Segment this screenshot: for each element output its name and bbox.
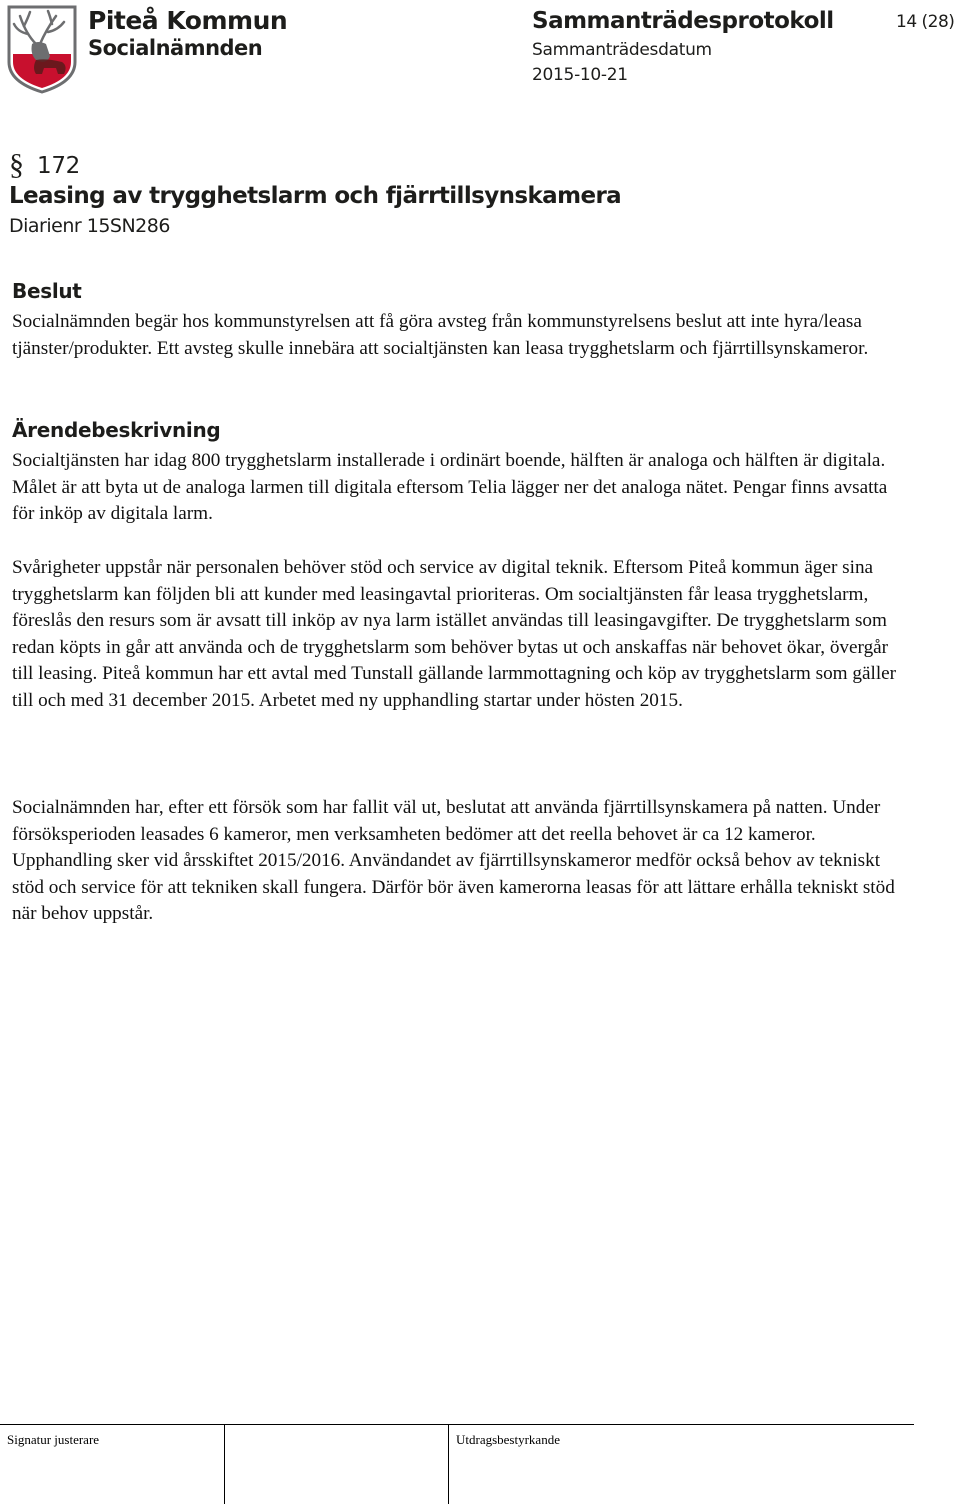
case-paragraph: Socialtjänsten har idag 800 trygghetslarm installerade i ordinärt boende, hälften är analoga och hälften är digitala. Målet är att byta ut de analoga larmen till digitala eftersom Telia lägger ner det analoga nätet. Pengar finns avsatta för inköp av digitala larm.: [12, 450, 888, 525]
committee-name: Socialnämnden: [88, 36, 263, 60]
paragraph-sign: §: [9, 148, 24, 181]
meeting-date-value: 2015-10-21: [532, 65, 628, 85]
case-paragraph: Socialnämnden har, efter ett försök som har fallit väl ut, beslutat att använda fjärrtillsynskamera på natten. Under försöksperioden leasades 6 kameror, men verksamheten bedömer att det reella behovet är ca 12 kameror. Upphandling sker vid årsskiftet 2015/2016. Användandet av fjärrtillsynskameror medför också behov av tekniskt stöd och service för att tekniken skall fungera. Därför bör även kamerorna leasas för att lättare erhålla tekniskt stöd när behov uppstår.: [12, 797, 895, 925]
signature-cell-empty: [224, 1425, 449, 1504]
document-type: Sammanträdesprotokoll: [532, 8, 834, 34]
case-paragraph: Svårigheter uppstår när personalen behöver stöd och service av digital teknik. Eftersom Piteå kommun äger sina trygghetslarm kan följden bli att kunder med leasingavtal prioriteras. Om socialtjänsten får leasa trygghetslarm, föreslås den resurs som är avsatt till inköp av nya larm istället användas till leasingavgifter. De trygghetslarm som redan köpts in går att använda och de trygghetslarm som behöver bytas ut och anskaffas när behovet ökar, övergår till leasing. Piteå kommun har ett avtal med Tunstall gällande larmmottagning och köp av trygghetslarm som gäller till och med 31 december 2015. Arbetet med ny upphandling startar under hösten 2015.: [12, 557, 897, 711]
decision-text: Socialnämnden begär hos kommunstyrelsen att få göra avsteg från kommunstyrelsens beslut att inte hyra/leasa tjänster/produkter. Ett avsteg skulle innebära att socialtjänsten kan leasa trygghetslarm och fjärrtillsynskameror.: [12, 311, 869, 359]
certification-cell: [448, 1425, 915, 1504]
paragraph-number: 172: [37, 153, 80, 179]
signature-label: Signatur justerare: [7, 1432, 100, 1447]
diary-number: Diarienr 15SN286: [9, 215, 170, 237]
decision-heading: Beslut: [12, 279, 82, 303]
meeting-date-label: Sammanträdesdatum: [532, 40, 712, 60]
certification-label: Utdragsbestyrkande: [456, 1432, 560, 1447]
item-title: Leasing av trygghetslarm och fjärrtillsynskamera: [9, 183, 622, 209]
reindeer-coat-of-arms-icon: [6, 4, 78, 94]
signature-cell: [0, 1425, 224, 1504]
case-description-heading: Ärendebeskrivning: [12, 418, 221, 442]
signature-table: [0, 1424, 914, 1504]
page-number: 14 (28): [896, 12, 955, 32]
organization-name: Piteå Kommun: [88, 6, 288, 35]
